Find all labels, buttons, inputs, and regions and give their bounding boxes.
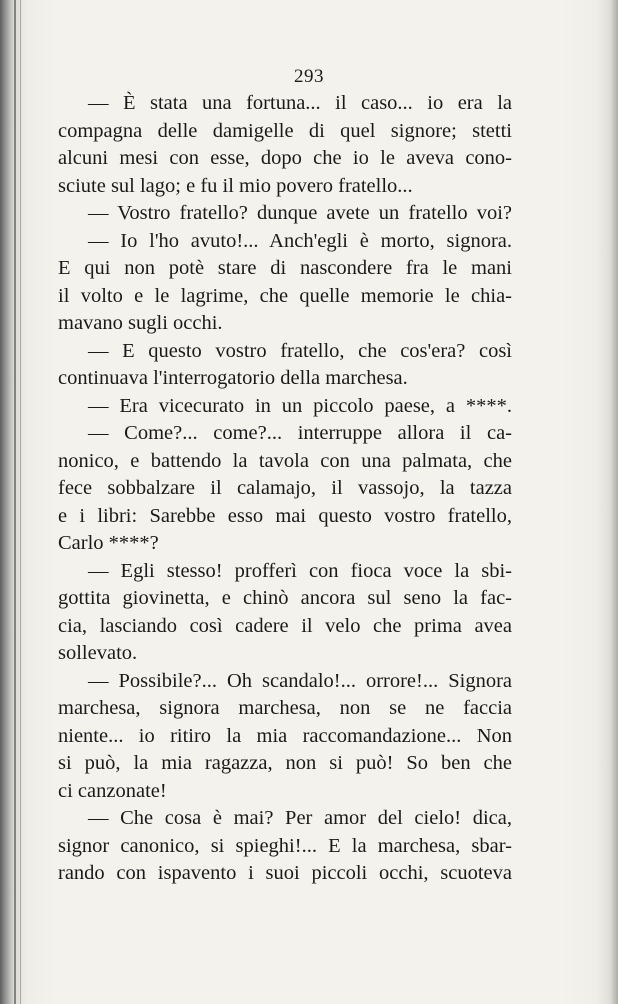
text-line: E qui non potè stare di nascondere fra le mani <box>58 257 512 279</box>
text-line: niente... io ritiro la mia raccomandazione... Non <box>58 724 512 747</box>
text-line: Carlo ****? <box>58 532 159 554</box>
text-line: gottita giovinetta, e chinò ancora sul seno la fac- <box>58 587 512 609</box>
text-line: sollevato. <box>58 642 138 664</box>
text-line: ci canzonate! <box>58 779 167 802</box>
text-line: signor canonico, si spieghi!... E la marchesa, sbar- <box>58 834 512 857</box>
text-line: rando con ispavento i suoi piccoli occhi, scuoteva <box>58 862 512 884</box>
text-line: il volto e le lagrime, che quelle memorie le chia- <box>58 284 512 307</box>
text-line: alcuni mesi con esse, dopo che io le aveva cono- <box>58 147 512 169</box>
text-line: sciute sul lago; e fu il mio povero fratello... <box>58 174 413 197</box>
text-line: marchesa, signora marchesa, non se ne faccia <box>58 697 512 719</box>
text-line: compagna delle damigelle di quel signore; stetti <box>58 119 512 142</box>
text-line: cia, lasciando così cadere il velo che prima avea <box>58 614 512 637</box>
text-line: — Egli stesso! profferì con fioca voce la sbi- <box>88 559 512 582</box>
text-line: — E questo vostro fratello, che cos'era? così <box>88 339 512 362</box>
text-line: — Che cosa è mai? Per amor del cielo! dica, <box>88 807 512 829</box>
binding-gutter-shadow <box>14 0 16 1004</box>
text-line: — Possibile?... Oh scandalo!... orrore!... Signora <box>88 669 512 692</box>
text-line: — Vostro fratello? dunque avete un fratello voi? <box>88 202 512 224</box>
text-line: si può, la mia ragazza, non si può! So ben che <box>58 752 512 774</box>
binding-gutter-line <box>20 0 21 1004</box>
page-number: 293 <box>294 66 324 87</box>
text-line: e i libri: Sarebbe esso mai questo vostro fratello, <box>58 504 512 527</box>
body-text <box>58 90 512 888</box>
text-line: — Come?... come?... interruppe allora il ca- <box>88 422 512 444</box>
text-line: continuava l'interrogatorio della marchesa. <box>58 367 408 389</box>
text-line: — È stata una fortuna... il caso... io era la <box>88 92 512 114</box>
text-line: nonico, e battendo la tavola con una palmata, che <box>58 449 512 472</box>
text-line: mavano sugli occhi. <box>58 312 223 334</box>
text-line: — Io l'ho avuto!... Anch'egli è morto, signora. <box>88 229 512 252</box>
page-edge-shadow <box>610 0 618 1004</box>
text-line: — Era vicecurato in un piccolo paese, a ****. <box>88 394 512 417</box>
text-line: fece sobbalzare il calamajo, il vassojo, la tazza <box>58 477 512 499</box>
